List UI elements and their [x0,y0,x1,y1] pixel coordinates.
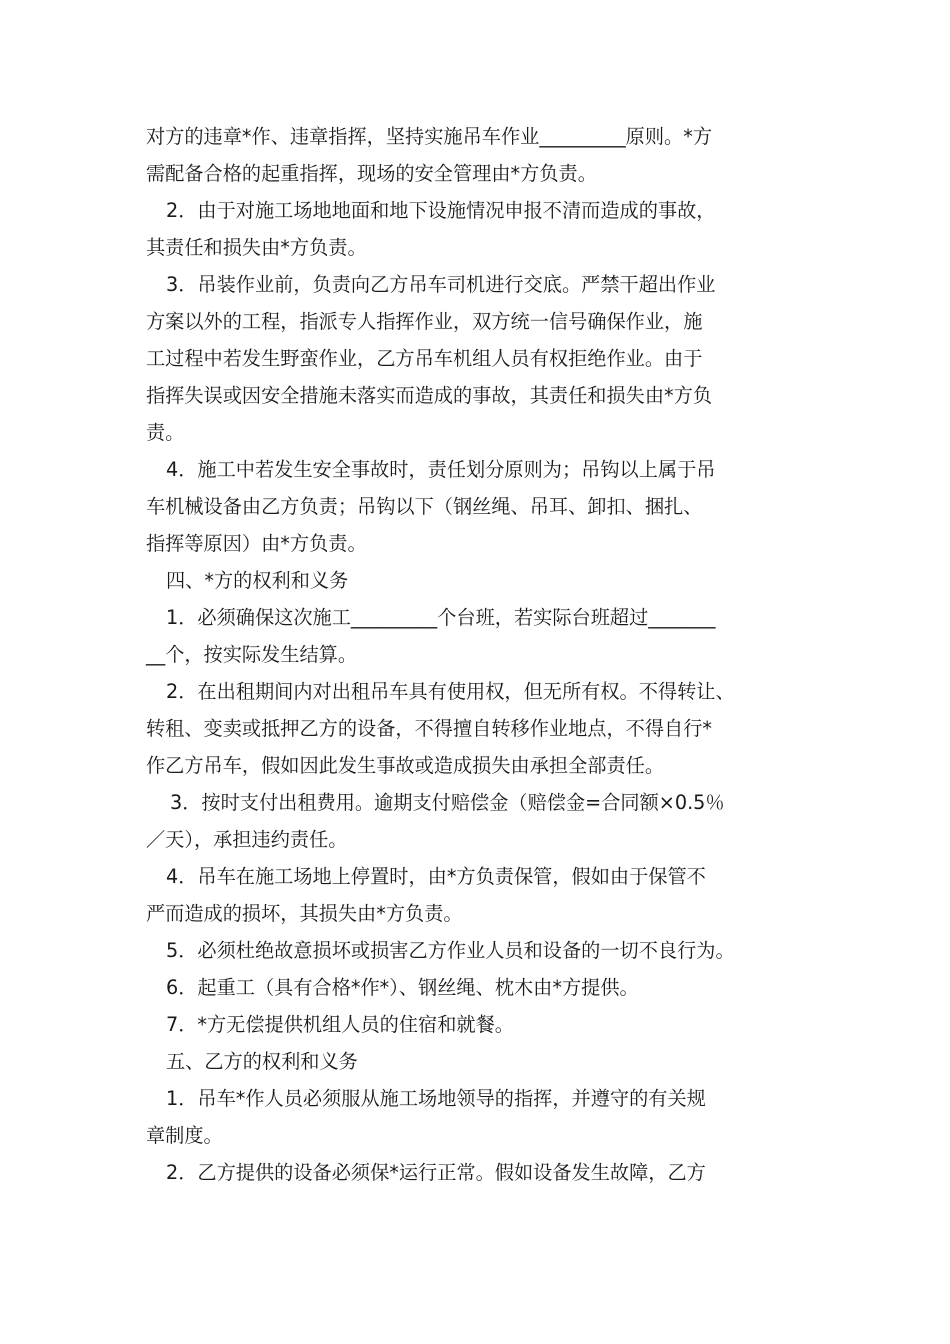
text-line: 需配备合格的起重指挥，现场的安全管理由*方负责。 [146,162,597,185]
section-heading-4: 四、*方的权利和义务 [166,569,349,592]
contract-body-text [146,118,814,1191]
text-line: __个，按实际发生结算。 [146,643,358,666]
text-line: 车机械设备由乙方负责；吊钩以下（钢丝绳、吊耳、卸扣、捆扎、 [146,495,703,518]
clause-3-line: 3．吊装作业前，负责向乙方吊车司机进行交底。严禁干超出作业 [166,273,716,296]
clause-2-line: 2．由于对施工场地地面和地下设施情况申报不清而造成的事故， [166,199,716,222]
text-line: 其责任和损失由*方负责。 [146,236,367,259]
clause-4-line: 4．施工中若发生安全事故时，责任划分原则为；吊钩以上属于吊 [166,458,716,481]
clause-1-line: 1．必须确保这次施工_________个台班，若实际台班超过_______ [166,606,716,629]
text-line: 指挥等原因）由*方负责。 [146,532,367,555]
text-line: 严而造成的损坏，其损失由*方负责。 [146,902,463,925]
clause-2-line: 2．在出租期间内对出租吊车具有使用权，但无所有权。不得转让、 [166,680,735,703]
clause-6-line: 6．起重工（具有合格*作*）、钢丝绳、枕木由*方提供。 [166,976,639,999]
clause-4-line: 4．吊车在施工场地上停置时，由*方负责保管，假如由于保管不 [166,865,706,888]
text-line: 对方的违章*作、违章指挥，坚持实施吊车作业_________原则。*方 [146,125,713,148]
clause-3-line: 3．按时支付出租费用。逾期支付赔偿金（赔偿金=合同额×0.5％ [170,791,725,814]
clause-2-line: 2．乙方提供的设备必须保*运行正常。假如设备发生故障，乙方 [166,1161,706,1184]
text-line: 方案以外的工程，指派专人指挥作业，双方统一信号确保作业，施 [146,310,703,333]
text-line: 指挥失误或因安全措施未落实而造成的事故，其责任和损失由*方负 [146,384,713,407]
text-line: ／天），承担违约责任。 [146,828,348,851]
clause-1-line: 1．吊车*作人员必须服从施工场地领导的指挥，并遵守的有关规 [166,1087,706,1110]
text-line: 责。 [146,421,185,444]
text-line: 作乙方吊车，假如因此发生事故或造成损失由承担全部责任。 [146,754,665,777]
text-line: 章制度。 [146,1124,223,1147]
clause-7-line: 7．*方无偿提供机组人员的住宿和就餐。 [166,1013,514,1036]
text-line: 工过程中若发生野蛮作业，乙方吊车机组人员有权拒绝作业。由于 [146,347,703,370]
clause-5-line: 5．必须杜绝故意损坏或损害乙方作业人员和设备的一切不良行为。 [166,939,735,962]
section-heading-5: 五、乙方的权利和义务 [166,1050,358,1073]
text-line: 转租、变卖或抵押乙方的设备，不得擅自转移作业地点，不得自行* [146,717,713,740]
